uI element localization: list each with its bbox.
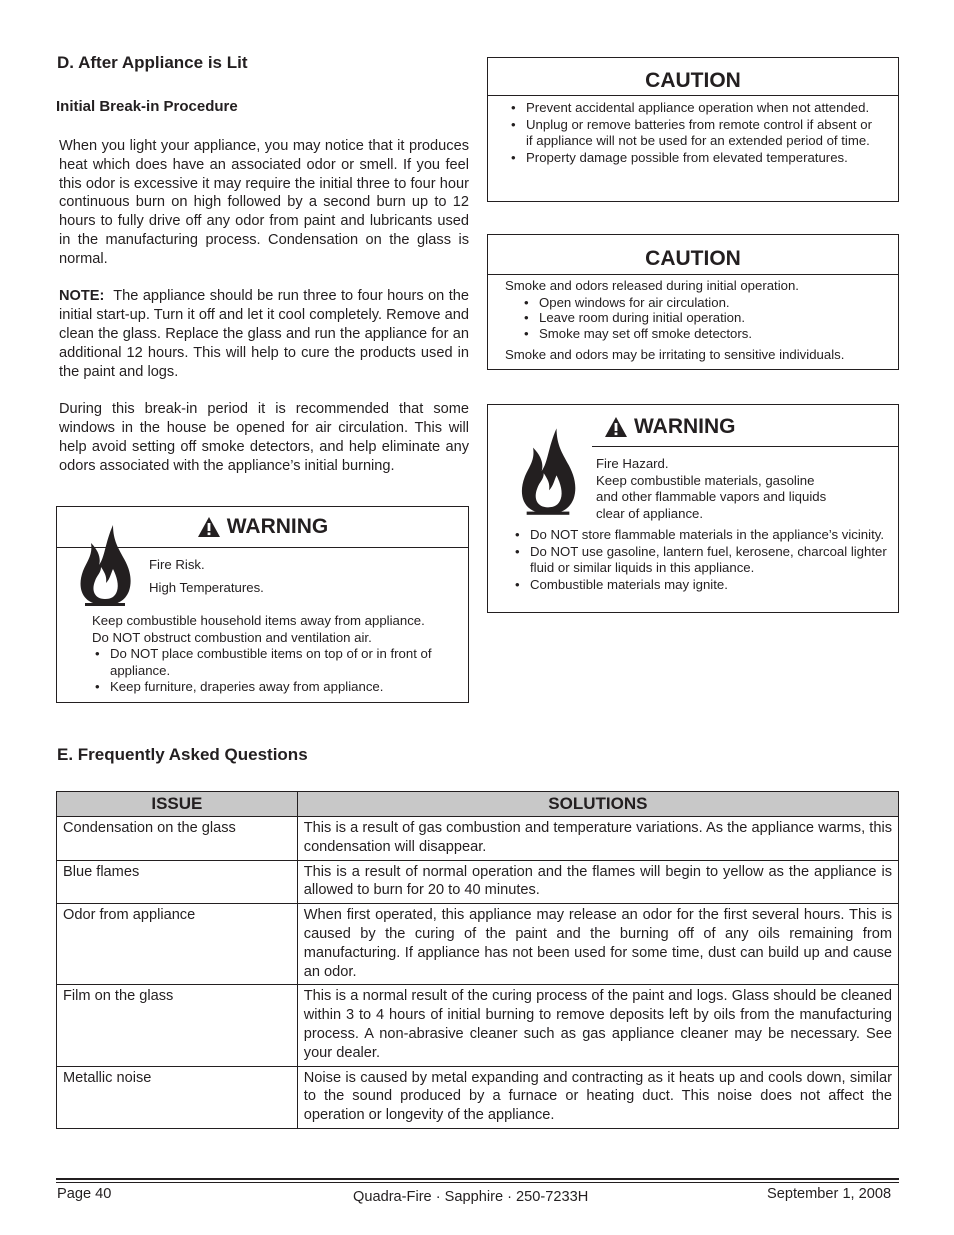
- clear-of-appliance-line: clear of appliance.: [596, 505, 704, 521]
- caution-smoke-bullets: [521, 295, 895, 342]
- keep-away-text: Keep combustible household items away from appliance.: [92, 613, 425, 628]
- flame-icon: [75, 521, 135, 607]
- solutions-column-header: SOLUTIONS: [297, 792, 898, 817]
- caution-operation-bullets: [508, 100, 878, 166]
- warning-triangle-icon: [604, 416, 628, 438]
- table-row: [57, 860, 899, 904]
- fire-risk-text: Fire Risk.: [149, 557, 205, 572]
- warning-left-instructions: [92, 613, 464, 696]
- section-e-heading: E. Frequently Asked Questions: [57, 745, 308, 764]
- table-row: [57, 817, 899, 861]
- list-item: • Leave room during initial operation.: [521, 310, 895, 326]
- issue-cell: Film on the glass: [57, 985, 298, 1066]
- flame-icon: [516, 423, 580, 517]
- list-item: • Property damage possible from elevated temperatures.: [508, 150, 878, 167]
- warning-triangle-icon: [197, 516, 221, 538]
- footer-rule-bottom: [56, 1182, 899, 1183]
- list-item: • Open windows for air circulation.: [521, 295, 895, 311]
- warning-box-fire-hazard: [487, 404, 899, 613]
- break-in-subheading: Initial Break-in Procedure: [56, 98, 238, 115]
- warning-header-label: [592, 405, 898, 448]
- ventilation-paragraph: During this break-in period it is recommended that some windows in the house be opened for air circulation. This will help avoid setting off smoke detectors, and help eliminate any odors associated with the appliance’s initial burning.: [59, 401, 469, 474]
- section-d-heading: D. After Appliance is Lit: [57, 53, 248, 72]
- document-id: Quadra-Fire · Sapphire · 250-7233H: [353, 1189, 589, 1205]
- note-paragraph: [59, 287, 469, 381]
- table-row: [57, 904, 899, 985]
- break-in-paragraph: When you light your appliance, you may notice that it produces heat which does have an associated odor or smell. If you feel this odor is excessive it may require the initial three to four hour continuous burn on high followed by a second burn up to 12 hours to fully drive off any odor from paint and lubricants used in the manufacturing process. Condensation on the glass is normal.: [59, 138, 469, 267]
- caution-box-smoke: [487, 234, 899, 370]
- note-text: The appliance should be run three to four hours on the initial start-up. Turn it off and let it cool completely. Remove and clean the glass. Replace the glass and run the appliance for an additional 12 hours. This will help to cure the products used in the paint and logs.: [59, 288, 469, 380]
- do-not-obstruct-text: Do NOT obstruct combustion and ventilation air.: [92, 629, 372, 645]
- caution-smoke-content: [505, 278, 895, 363]
- list-item: • Prevent accidental appliance operation when not attended.: [508, 100, 878, 117]
- issue-cell: Metallic noise: [57, 1066, 298, 1128]
- keep-combustible-line: Keep combustible materials, gasoline: [596, 472, 815, 488]
- list-item: • Do NOT use gasoline, lantern fuel, kerosene, charcoal lighter fluid or similar liquids in this appliance.: [512, 544, 888, 577]
- flammable-vapors-line: and other flammable vapors and liquids: [596, 489, 827, 504]
- solution-cell: This is a normal result of the curing process of the paint and logs. Glass should be cleaned within 3 to 4 hours of initial burning to remove deposits left by oils from the manufacturing process. A non-abrasive cleaner such as gas appliance cleaner may be necessary. See your dealer.: [297, 985, 898, 1066]
- solution-cell: When first operated, this appliance may release an odor for the first several hours. This is caused by the curing of the paint and the burning off of any oils remaining from manufacturing. If appliance has not been used for some time, dust can build up and cause an odor.: [297, 904, 898, 985]
- smoke-intro-text: Smoke and odors released during initial operation.: [505, 278, 799, 293]
- caution-box-operation: [487, 57, 899, 202]
- fire-hazard-line: Fire Hazard.: [596, 456, 669, 471]
- list-item: • Keep furniture, draperies away from appliance.: [92, 679, 464, 696]
- break-in-body: [59, 137, 469, 475]
- caution-title: CAUTION: [488, 235, 898, 275]
- issue-cell: Blue flames: [57, 860, 298, 904]
- list-item: • Smoke may set off smoke detectors.: [521, 326, 895, 342]
- warning-title: WARNING: [226, 515, 329, 538]
- issue-column-header: ISSUE: [57, 792, 298, 817]
- warning-header: [592, 405, 898, 447]
- fire-hazard-text: [596, 456, 886, 522]
- page-number: Page 40: [57, 1186, 112, 1202]
- solution-cell: This is a result of gas combustion and temperature variations. As the appliance warms, this condensation will disappear.: [297, 817, 898, 861]
- publication-date: September 1, 2008: [767, 1186, 892, 1202]
- issue-cell: Odor from appliance: [57, 904, 298, 985]
- list-item: • Unplug or remove batteries from remote control if absent or if appliance will not be used for an extended period of time.: [508, 117, 878, 150]
- footer-rule-top: [56, 1178, 899, 1180]
- faq-table: [56, 791, 899, 1129]
- warning-right-bullets: [512, 527, 888, 593]
- list-item: • Do NOT place combustible items on top of or in front of appliance.: [92, 646, 464, 679]
- warning-box-fire-risk: [56, 506, 469, 703]
- warning-left-bullets: [92, 646, 464, 696]
- high-temperatures-text: High Temperatures.: [149, 580, 264, 595]
- issue-cell: Condensation on the glass: [57, 817, 298, 861]
- table-row: [57, 985, 899, 1066]
- solution-cell: Noise is caused by metal expanding and contracting as it heats up and cools down, similar to the sound produced by a furnace or heating duct. This noise does not affect the operation or longevity of the appliance.: [297, 1066, 898, 1128]
- list-item: • Combustible materials may ignite.: [512, 577, 888, 594]
- table-header-row: [57, 792, 899, 817]
- list-item: • Do NOT store flammable materials in the appliance’s vicinity.: [512, 527, 888, 544]
- smoke-outro-text: Smoke and odors may be irritating to sensitive individuals.: [505, 346, 845, 362]
- warning-title: WARNING: [634, 414, 736, 438]
- caution-title: CAUTION: [488, 58, 898, 96]
- note-label: NOTE:: [59, 288, 105, 305]
- solution-cell: This is a result of normal operation and the flames will begin to yellow as the appliance is allowed to burn for 20 to 40 minutes.: [297, 860, 898, 904]
- table-row: [57, 1066, 899, 1128]
